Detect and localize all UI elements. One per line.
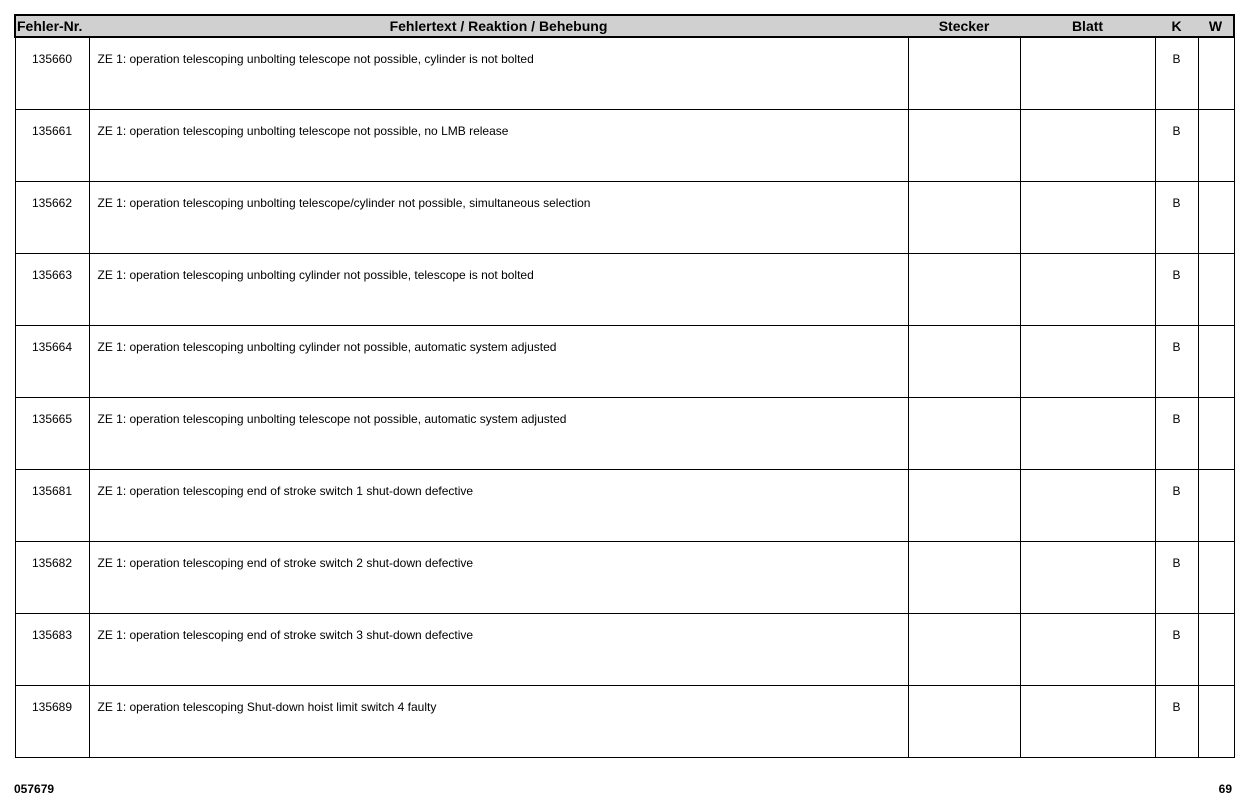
w-cell: [1198, 613, 1234, 685]
w-cell: [1198, 109, 1234, 181]
fault-text: ZE 1: operation telescoping unbolting telescope/cylinder not possible, simultaneous selection: [89, 181, 908, 253]
stecker-cell: [908, 253, 1020, 325]
w-cell: [1198, 685, 1234, 757]
blatt-cell: [1020, 469, 1155, 541]
fault-code-table: [14, 14, 1235, 758]
stecker-cell: [908, 541, 1020, 613]
fault-number: 135660: [15, 37, 89, 109]
stecker-cell: [908, 325, 1020, 397]
table-row: [15, 37, 1234, 109]
table-row: [15, 181, 1234, 253]
page-number: 69: [1218, 782, 1232, 796]
fault-number: 135663: [15, 253, 89, 325]
stecker-cell: [908, 37, 1020, 109]
blatt-cell: [1020, 37, 1155, 109]
fault-text: ZE 1: operation telescoping end of stroke switch 2 shut-down defective: [89, 541, 908, 613]
blatt-cell: [1020, 685, 1155, 757]
k-cell: B: [1155, 685, 1198, 757]
fault-number: 135664: [15, 325, 89, 397]
table-row: [15, 613, 1234, 685]
fault-text: ZE 1: operation telescoping end of stroke switch 1 shut-down defective: [89, 469, 908, 541]
w-cell: [1198, 37, 1234, 109]
blatt-cell: [1020, 109, 1155, 181]
fault-number: 135689: [15, 685, 89, 757]
blatt-cell: [1020, 181, 1155, 253]
header-fehler-nr: Fehler-Nr.: [15, 15, 89, 37]
blatt-cell: [1020, 253, 1155, 325]
blatt-cell: [1020, 541, 1155, 613]
table-row: [15, 109, 1234, 181]
table-body: [15, 37, 1234, 757]
blatt-cell: [1020, 613, 1155, 685]
stecker-cell: [908, 181, 1020, 253]
document-number: 057679: [14, 782, 55, 796]
blatt-cell: [1020, 397, 1155, 469]
k-cell: B: [1155, 613, 1198, 685]
table-row: [15, 397, 1234, 469]
k-cell: B: [1155, 541, 1198, 613]
stecker-cell: [908, 397, 1020, 469]
table-row: [15, 685, 1234, 757]
k-cell: B: [1155, 325, 1198, 397]
header-blatt: Blatt: [1020, 15, 1155, 37]
k-cell: B: [1155, 181, 1198, 253]
table-row: [15, 325, 1234, 397]
fault-text: ZE 1: operation telescoping Shut-down hoist limit switch 4 faulty: [89, 685, 908, 757]
k-cell: B: [1155, 109, 1198, 181]
fault-text: ZE 1: operation telescoping unbolting telescope not possible, cylinder is not bolted: [89, 37, 908, 109]
stecker-cell: [908, 109, 1020, 181]
header-k: K: [1155, 15, 1198, 37]
table-header: [15, 15, 1234, 37]
w-cell: [1198, 469, 1234, 541]
table-row: [15, 469, 1234, 541]
fault-text: ZE 1: operation telescoping unbolting cylinder not possible, telescope is not bolted: [89, 253, 908, 325]
k-cell: B: [1155, 469, 1198, 541]
k-cell: B: [1155, 37, 1198, 109]
blatt-cell: [1020, 325, 1155, 397]
fault-text: ZE 1: operation telescoping unbolting telescope not possible, no LMB release: [89, 109, 908, 181]
header-w: W: [1198, 15, 1234, 37]
stecker-cell: [908, 685, 1020, 757]
w-cell: [1198, 253, 1234, 325]
fault-number: 135682: [15, 541, 89, 613]
fault-text: ZE 1: operation telescoping unbolting telescope not possible, automatic system adjusted: [89, 397, 908, 469]
k-cell: B: [1155, 397, 1198, 469]
w-cell: [1198, 181, 1234, 253]
fault-number: 135681: [15, 469, 89, 541]
table-row: [15, 253, 1234, 325]
fault-number: 135665: [15, 397, 89, 469]
table-row: [15, 541, 1234, 613]
w-cell: [1198, 325, 1234, 397]
fault-number: 135662: [15, 181, 89, 253]
header-fehlertext: Fehlertext / Reaktion / Behebung: [89, 15, 908, 37]
fault-number: 135683: [15, 613, 89, 685]
header-stecker: Stecker: [908, 15, 1020, 37]
fault-text: ZE 1: operation telescoping end of stroke switch 3 shut-down defective: [89, 613, 908, 685]
fault-text: ZE 1: operation telescoping unbolting cylinder not possible, automatic system adjusted: [89, 325, 908, 397]
stecker-cell: [908, 469, 1020, 541]
fault-number: 135661: [15, 109, 89, 181]
w-cell: [1198, 541, 1234, 613]
k-cell: B: [1155, 253, 1198, 325]
w-cell: [1198, 397, 1234, 469]
stecker-cell: [908, 613, 1020, 685]
